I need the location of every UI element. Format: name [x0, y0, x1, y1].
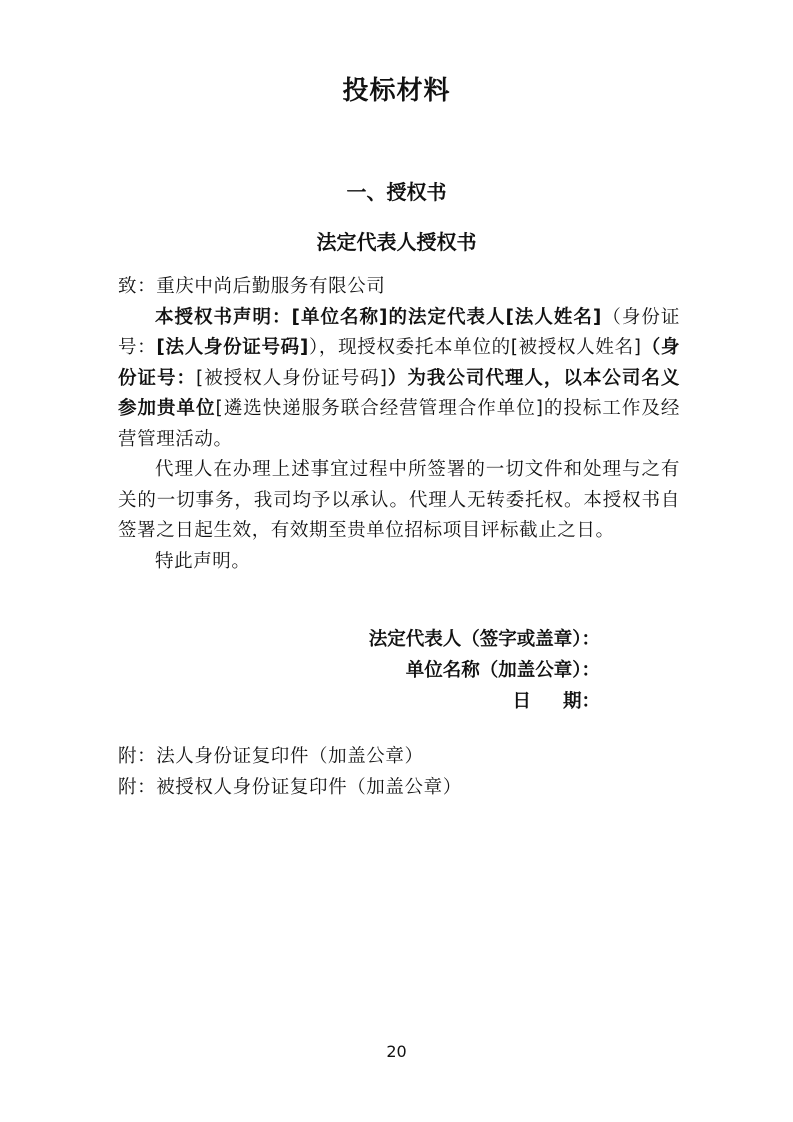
date-line — [300, 686, 600, 717]
legal-rep-signature-line: 法定代表人（签字或盖章）： — [368, 629, 600, 650]
authorization-paragraph — [118, 303, 680, 456]
delegate-id-placeholder: [被授权人身份证号码] — [196, 367, 388, 389]
signature-block — [300, 624, 600, 717]
unit-seal-line: 单位名称（加盖公章）： — [405, 660, 600, 681]
attachment-item: 附：被授权人身份证复印件（加盖公章） — [118, 777, 462, 798]
attachments-list — [118, 741, 678, 803]
delegation-text: ），现授权委托本单位的[被授权人姓名] — [308, 337, 642, 358]
project-scope-text: [遴选快递服务联合经营管理合作单位]的投标工作及经营管理活动。 — [118, 398, 680, 450]
date-label-first: 日 — [512, 691, 531, 712]
addressee-line: 致：重庆中尚后勤服务有限公司 — [118, 276, 386, 297]
id-label-2: （身份证号： — [118, 337, 680, 389]
agent-responsibility-paragraph: 代理人在办理上述事宜过程中所签署的一切文件和处理与之有关的一切事务，我司均予以承认。代理人无转委托权。本授权书自签署之日起生效，有效期至贵单位招标项目评标截止之日。 — [118, 459, 680, 541]
closing-statement: 特此声明。 — [155, 550, 251, 572]
agent-appointment-text: ）为我公司代理人，以本公司名义参加贵单位 — [118, 367, 680, 419]
attachment-item: 附：法人身份证复印件（加盖公章） — [118, 746, 424, 767]
declaration-intro: 本授权书声明： — [155, 306, 292, 328]
document-title: 法定代表人授权书 — [316, 230, 477, 254]
document-body — [118, 272, 680, 577]
page-number: 20 — [386, 1042, 407, 1061]
legal-rep-id-placeholder: [法人身份证号码] — [156, 337, 309, 358]
unit-legal-rep-placeholder: [单位名称]的法定代表人[法人姓名] — [291, 306, 602, 328]
date-label-second: 期： — [562, 691, 600, 712]
main-title: 投标材料 — [342, 76, 451, 106]
section-title: 一、授权书 — [346, 180, 447, 204]
id-label-1: （身份证号： — [118, 306, 681, 358]
